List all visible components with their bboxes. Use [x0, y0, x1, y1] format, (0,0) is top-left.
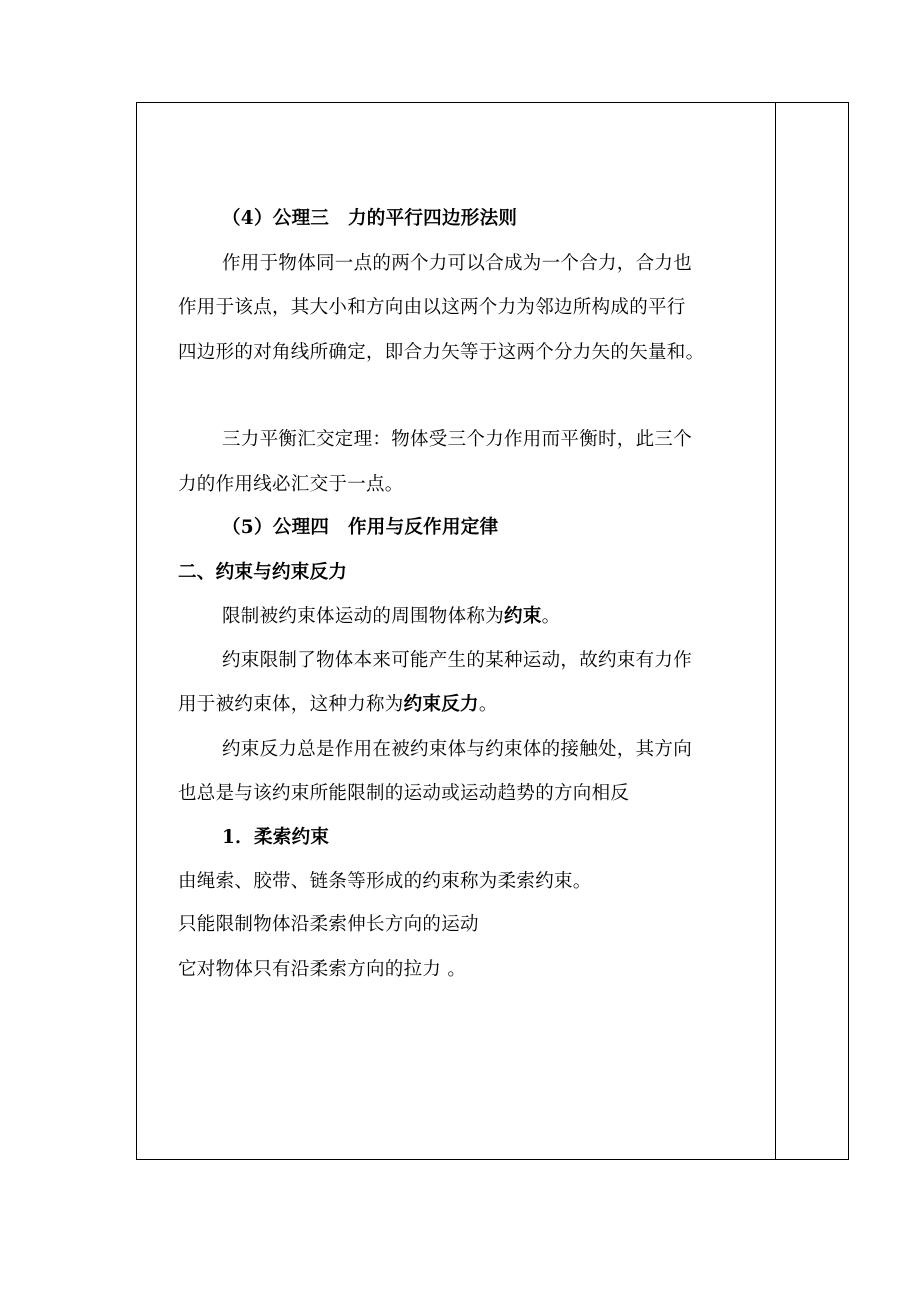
flexible-line-3: 它对物体只有沿柔索方向的拉力 。	[178, 959, 467, 980]
flexible-line-1: 由绳索、胶带、链条等形成的约束称为柔索约束。	[178, 871, 592, 892]
reaction-line-2-suffix: 。	[478, 694, 498, 715]
table-column-divider	[775, 102, 776, 1160]
constraint-definition	[222, 604, 560, 630]
three-force-line-1: 三力平衡汇交定理：物体受三个力作用而平衡时，此三个	[222, 429, 693, 450]
reaction-line-2	[178, 692, 498, 718]
flexible-constraint-heading: 1．柔索约束	[222, 827, 330, 848]
axiom3-line-2: 作用于该点，其大小和方向由以这两个力为邻边所构成的平行	[178, 297, 686, 318]
constraint-definition-suffix: 。	[541, 606, 561, 627]
constraint-definition-prefix: 限制被约束体运动的周围物体称为	[222, 606, 505, 627]
reaction-line-2-prefix: 用于被约束体，这种力称为	[178, 694, 404, 715]
direction-line-2: 也总是与该约束所能限制的运动或运动趋势的方向相反	[178, 783, 630, 804]
constraint-term: 约束	[504, 606, 542, 627]
reaction-force-term: 约束反力	[403, 694, 479, 715]
flexible-line-2: 只能限制物体沿柔索伸长方向的运动	[178, 914, 479, 935]
reaction-line-1: 约束限制了物体本来可能产生的某种运动，故约束有力作	[222, 650, 693, 671]
axiom4-heading: （5）公理四 作用与反作用定律	[222, 517, 499, 538]
section2-heading: 二、约束与约束反力	[178, 562, 348, 583]
axiom3-heading: （4）公理三 力的平行四边形法则	[222, 208, 518, 229]
axiom3-line-1: 作用于物体同一点的两个力可以合成为一个合力，合力也	[222, 253, 693, 274]
three-force-line-2: 力的作用线必汇交于一点。	[178, 474, 404, 495]
axiom3-line-3: 四边形的对角线所确定，即合力矢等于这两个分力矢的矢量和。	[178, 342, 705, 363]
direction-line-1: 约束反力总是作用在被约束体与约束体的接触处，其方向	[222, 739, 693, 760]
